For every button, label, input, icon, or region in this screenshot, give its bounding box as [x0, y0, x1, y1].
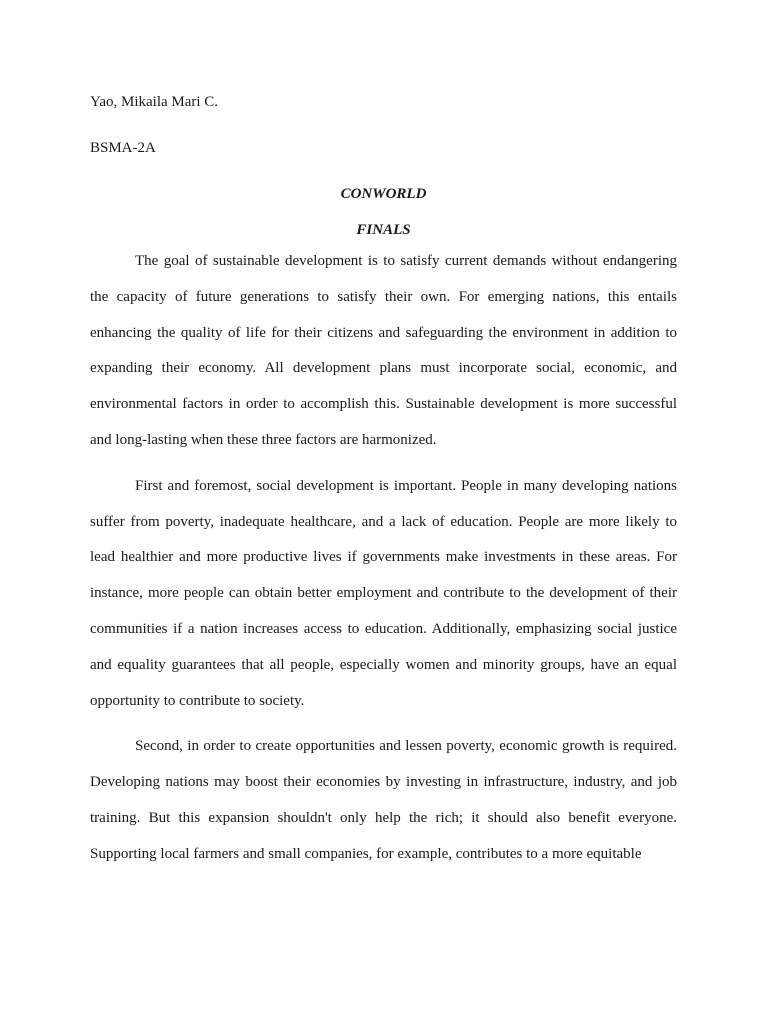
document-body [90, 90, 677, 873]
author-name: Yao, Mikaila Mari C. [90, 94, 219, 110]
document-title: CONWORLD [340, 186, 427, 202]
paragraph-economic: Second, in order to create opportunities and lessen poverty, economic growth is required. Developing nations may boost their economies by investing in infrastructure, industry, and job training. But this expansion shouldn't only help the rich; it should also benefit everyone. Supporting local farmers and small companies, for example, contributes to a more equitable [90, 738, 677, 862]
paragraph-social: First and foremost, social development is important. People in many developing nations suffer from poverty, inadequate healthcare, and a lack of education. People are more likely to lead healthier and more productive lives if governments make investments in these areas. For instance, more people can obtain better employment and contribute to the development of their communities if a nation increases access to education. Additionally, emphasizing social justice and equality guarantees that all people, especially women and minority groups, have an equal opportunity to contribute to society. [90, 477, 677, 709]
document-subtitle: FINALS [356, 222, 411, 238]
section-label: BSMA-2A [90, 140, 156, 156]
paragraph-intro: The goal of sustainable development is to satisfy current demands without endangering the capacity of future generations to satisfy their own. For emerging nations, this entails enhancing the quality of life for their citizens and safeguarding the environment in addition to expanding their economy. All development plans must incorporate social, economic, and environmental factors in order to accomplish this. Sustainable development is more successful and long-lasting when these three factors are harmonized. [90, 253, 677, 448]
